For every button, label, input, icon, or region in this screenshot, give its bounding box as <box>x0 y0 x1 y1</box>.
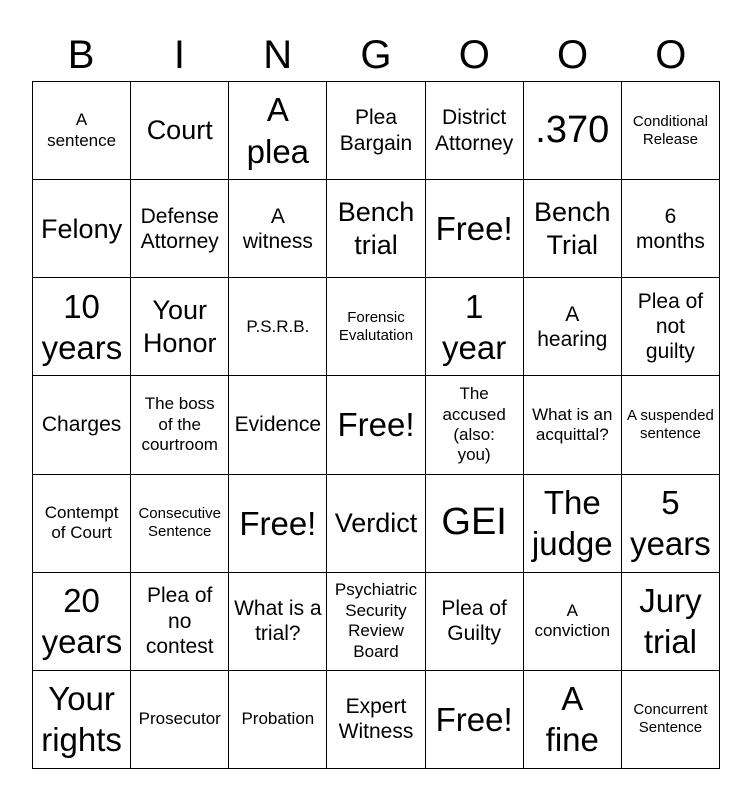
header-letter-o3: O <box>655 33 687 77</box>
cell-text: Plea Bargain <box>339 106 413 155</box>
bingo-cell[interactable] <box>327 376 425 474</box>
cell-text: Verdict <box>334 507 418 538</box>
cell-text: Plea of Guilty <box>441 597 507 646</box>
cell-text: Free! <box>337 406 415 444</box>
bingo-cell[interactable] <box>229 376 327 474</box>
bingo-cell[interactable] <box>426 671 524 769</box>
cell-text: Prosecutor <box>138 709 221 729</box>
bingo-cell[interactable] <box>131 278 229 376</box>
header-letter-n: N <box>263 33 293 77</box>
bingo-cell[interactable] <box>33 278 131 376</box>
bingo-cell[interactable] <box>131 475 229 573</box>
bingo-cell[interactable] <box>426 82 524 180</box>
cell-text: Expert Witness <box>338 695 414 744</box>
bingo-cell[interactable] <box>327 82 425 180</box>
bingo-cell[interactable] <box>33 671 131 769</box>
cell-text: Plea of not guilty <box>637 290 704 364</box>
cell-text: 20 years <box>41 582 123 661</box>
bingo-cell[interactable] <box>327 475 425 573</box>
bingo-cell[interactable] <box>622 671 720 769</box>
bingo-cell[interactable] <box>33 82 131 180</box>
bingo-cell[interactable] <box>426 475 524 573</box>
bingo-cell[interactable] <box>327 278 425 376</box>
cell-text: A conviction <box>534 600 611 641</box>
cell-text: Forensic Evalutation <box>338 308 414 344</box>
bingo-cell[interactable] <box>131 573 229 671</box>
cell-text: District Attorney <box>435 106 514 155</box>
bingo-cell[interactable] <box>426 573 524 671</box>
bingo-cell[interactable] <box>33 475 131 573</box>
bingo-cell[interactable] <box>622 376 720 474</box>
cell-text: Contempt of Court <box>44 502 119 543</box>
bingo-cell[interactable] <box>33 180 131 278</box>
cell-text: Bench trial <box>337 197 415 260</box>
cell-text: Bench Trial <box>533 197 611 260</box>
cell-text: 6 months <box>635 204 705 253</box>
cell-text: A plea <box>246 91 310 170</box>
bingo-cell[interactable] <box>327 573 425 671</box>
bingo-cell[interactable] <box>524 82 622 180</box>
bingo-cell[interactable] <box>524 180 622 278</box>
cell-text: The accused (also: you) <box>442 384 506 465</box>
bingo-cell[interactable] <box>229 671 327 769</box>
bingo-cell[interactable] <box>622 180 720 278</box>
header-letter-o1: O <box>458 33 490 77</box>
bingo-header <box>32 28 720 82</box>
cell-text: 10 years <box>41 287 123 366</box>
cell-text: Plea of no contest <box>145 584 214 658</box>
bingo-cell[interactable] <box>524 671 622 769</box>
bingo-cell[interactable] <box>131 376 229 474</box>
cell-text: Free! <box>239 504 317 542</box>
bingo-cell[interactable] <box>131 180 229 278</box>
cell-text: Court <box>146 115 213 146</box>
bingo-cell[interactable] <box>33 376 131 474</box>
cell-text: Free! <box>435 700 513 738</box>
cell-text: 1 year <box>442 287 507 366</box>
cell-text: P.S.R.B. <box>246 316 310 336</box>
bingo-cell[interactable] <box>131 82 229 180</box>
bingo-cell[interactable] <box>622 475 720 573</box>
cell-text: Jury trial <box>639 582 702 661</box>
cell-text: GEI <box>441 501 507 544</box>
bingo-cell[interactable] <box>426 376 524 474</box>
cell-text: A hearing <box>537 302 608 351</box>
cell-text: Free! <box>435 210 513 248</box>
cell-text: Consecutive Sentence <box>138 505 221 541</box>
bingo-cell[interactable] <box>229 573 327 671</box>
bingo-cell[interactable] <box>33 573 131 671</box>
cell-text: Concurrent Sentence <box>633 701 708 737</box>
header-letter-i: I <box>173 33 185 77</box>
bingo-cell[interactable] <box>524 475 622 573</box>
cell-text: Conditional Release <box>632 112 708 148</box>
cell-text: Probation <box>241 709 315 729</box>
cell-text: What is a trial? <box>234 597 322 646</box>
bingo-cell[interactable] <box>524 278 622 376</box>
cell-text: Felony <box>41 213 123 244</box>
bingo-cell[interactable] <box>524 376 622 474</box>
cell-text: Charges <box>41 413 122 437</box>
cell-text: A fine <box>545 680 599 759</box>
bingo-cell[interactable] <box>229 278 327 376</box>
bingo-cell[interactable] <box>229 475 327 573</box>
cell-text: Psychiatric Security Review Board <box>334 580 418 661</box>
cell-text: A sentence <box>47 110 117 150</box>
bingo-cell[interactable] <box>327 671 425 769</box>
cell-text: Your rights <box>41 680 122 759</box>
bingo-cell[interactable] <box>229 180 327 278</box>
bingo-cell[interactable] <box>426 278 524 376</box>
cell-text: The boss of the courtroom <box>141 394 218 455</box>
header-letter-g: G <box>360 33 392 77</box>
cell-text: A suspended sentence <box>627 406 714 442</box>
bingo-cell[interactable] <box>622 278 720 376</box>
bingo-cell[interactable] <box>524 573 622 671</box>
cell-text: A witness <box>242 204 313 253</box>
cell-text: What is an acquittal? <box>532 404 613 444</box>
cell-text: Defense Attorney <box>140 204 219 253</box>
bingo-cell[interactable] <box>131 671 229 769</box>
header-letter-o2: O <box>557 33 589 77</box>
bingo-cell[interactable] <box>229 82 327 180</box>
bingo-cell[interactable] <box>622 573 720 671</box>
cell-text: Evidence <box>234 413 322 437</box>
bingo-cell[interactable] <box>327 180 425 278</box>
bingo-cell[interactable] <box>622 82 720 180</box>
cell-text: Your Honor <box>142 295 217 358</box>
bingo-cell[interactable] <box>426 180 524 278</box>
bingo-board <box>32 81 720 769</box>
header-letter-b: B <box>67 33 95 77</box>
cell-text: The judge <box>531 483 613 563</box>
cell-text: .370 <box>535 108 610 151</box>
cell-text: 5 years <box>630 483 711 563</box>
